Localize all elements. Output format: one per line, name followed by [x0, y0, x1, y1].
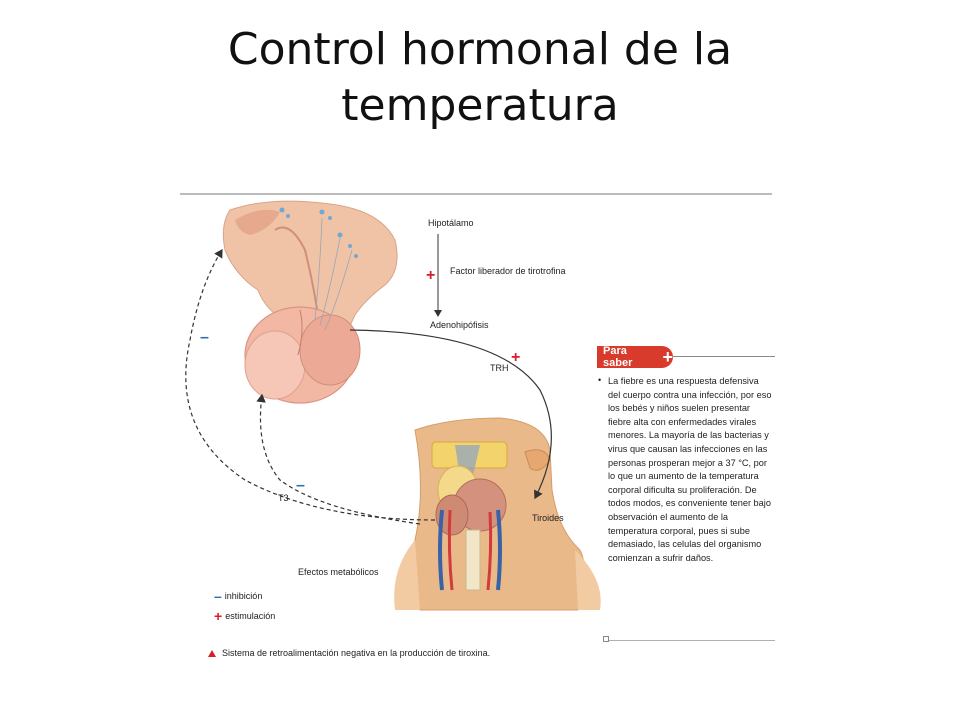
label-releasing-factor: Factor liberador de tirotrofina	[450, 266, 566, 276]
triangle-icon	[208, 650, 216, 657]
label-t3: T3	[278, 493, 289, 503]
legend-plus-icon: +	[214, 608, 223, 624]
legend-inhibition	[214, 588, 262, 604]
box-bottom-rule	[605, 640, 775, 641]
label-metabolic-effects: Efectos metabólicos	[298, 567, 379, 577]
box-corner-marker	[603, 636, 609, 642]
stimulation-sign-hypothalamus: +	[426, 267, 436, 284]
inhibition-sign-hypothalamus: –	[200, 329, 209, 346]
label-trh: TRH	[490, 363, 509, 373]
stimulation-sign-trh: +	[511, 349, 521, 366]
bullet-icon: •	[598, 375, 602, 385]
slide-title: Control hormonal de la temperatura	[227, 24, 733, 131]
figure-caption	[208, 648, 490, 658]
legend-stimulation	[214, 608, 275, 624]
feedback-arrow-inner	[260, 395, 420, 524]
plus-icon: +	[662, 347, 673, 367]
legend-inhibition-label: inhibición	[224, 591, 263, 601]
label-thyroid: Tiroides	[532, 513, 564, 523]
para-saber-header	[597, 346, 673, 368]
legend-stimulation-label: estimulación	[225, 611, 276, 621]
box-top-rule	[665, 356, 775, 357]
para-saber-text: La fiebre es una respuesta defensiva del cuerpo contra una infección, por eso los bebés y niños suelen presentar fiebre alta con enfermedades virales menores. La mayoría de las bacterias y virus que causan las infecciones en las personas prosperan mejor a 37 °C, por lo que un aumento de la temperatura corporal dificulta su proliferación. De todos modos, es conveniente tener bajo observación el aumento de la temperatura corporal, pues si sube demasiado, las celulas del organismo comienzan a sufrir daños.	[608, 376, 772, 563]
label-adenohypophysis: Adenohipófisis	[430, 320, 489, 330]
neck-thyroid-illustration	[394, 418, 601, 610]
inhibition-sign-t3: –	[296, 477, 305, 494]
para-saber-title: Para saber	[603, 345, 633, 369]
hypophysis-illustration	[223, 201, 397, 403]
label-hypothalamus: Hipotálamo	[428, 218, 474, 228]
para-saber-box	[595, 340, 775, 640]
figure-caption-text: Sistema de retroalimentación negativa en la producción de tiroxina.	[222, 648, 491, 658]
legend-minus-icon: –	[214, 588, 222, 604]
feedback-figure	[180, 190, 780, 670]
